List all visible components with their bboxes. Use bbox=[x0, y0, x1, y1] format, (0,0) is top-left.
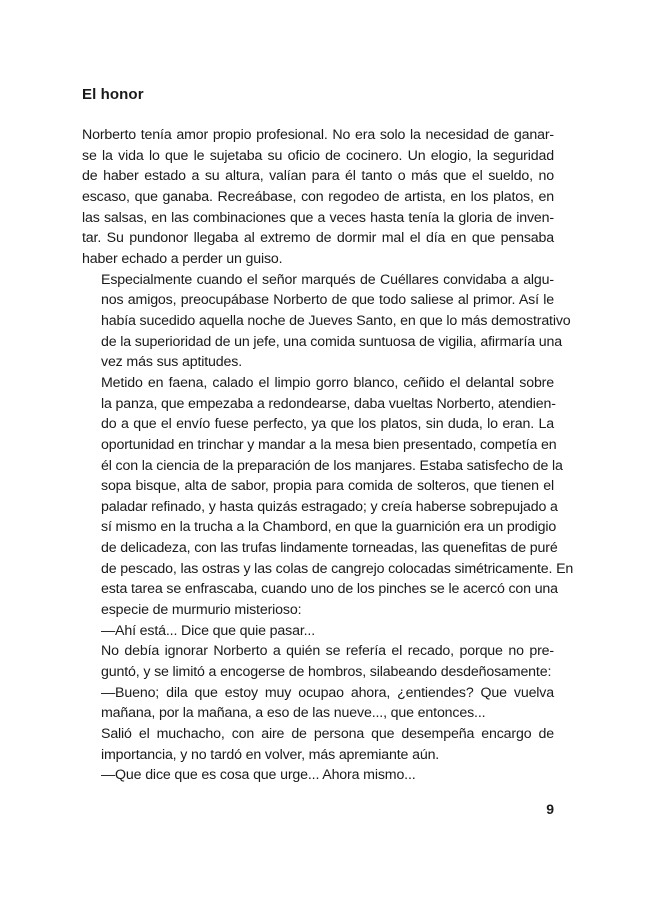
chapter-body bbox=[82, 125, 574, 786]
paragraph bbox=[82, 641, 554, 682]
chapter-title: El honor bbox=[82, 86, 144, 103]
text-line: sopa bisque, alta de sabor, propia para comida de solteros, que tienen el bbox=[101, 478, 554, 495]
text-line: de la superioridad de un jefe, una comida suntuosa de vigilia, afirmaría una bbox=[101, 333, 563, 350]
text-line: de delicadeza, con las trufas lindamente torneadas, las quenefitas de puré bbox=[101, 540, 558, 557]
page-number: 9 bbox=[546, 801, 554, 817]
text-line: Salió el muchacho, con aire de persona que desempeña encargo de bbox=[101, 726, 554, 743]
text-line: de pescado, las ostras y las colas de cangrejo colocadas simétricamente. En bbox=[101, 560, 574, 577]
text-line: paladar refinado, y hasta quizás estragado; y creía haberse sobrepujado a bbox=[101, 498, 558, 515]
book-page bbox=[82, 0, 574, 919]
text-line: sí mismo en la trucha a la Chambord, en que la guarnición era un prodigio bbox=[101, 519, 557, 536]
text-line: Especialmente cuando el señor marqués de Cuéllares convidaba a algu- bbox=[101, 271, 554, 288]
paragraph bbox=[82, 125, 554, 270]
text-line: —Que dice que es cosa que urge... Ahora mismo... bbox=[101, 767, 416, 784]
text-line: había sucedido aquella noche de Jueves Santo, en que lo más demostrativo bbox=[101, 312, 571, 329]
paragraph bbox=[82, 621, 554, 642]
text-line: oportunidad en trinchar y mandar a la mesa bien presentado, competía en bbox=[101, 436, 557, 453]
text-line: guntó, y se limitó a encogerse de hombros, silabeando desdeñosamente: bbox=[101, 664, 552, 681]
text-line: nos amigos, preocupábase Norberto de que todo saliese al primor. Así le bbox=[101, 292, 554, 309]
text-line: do a que el envío fuese perfecto, ya que los platos, sin duda, lo eran. La bbox=[101, 416, 554, 433]
paragraph bbox=[82, 765, 554, 786]
text-line: Norberto tenía amor propio profesional. No era solo la necesidad de ganar- bbox=[82, 127, 554, 143]
paragraph bbox=[82, 373, 574, 621]
text-line: haber echado a perder un guiso. bbox=[82, 250, 283, 267]
text-line: de haber estado a su altura, valían para él tanto o más que el sueldo, no bbox=[82, 168, 554, 185]
text-line: esta tarea se enfrascaba, cuando uno de los pinches se le acercó con una bbox=[101, 581, 558, 598]
text-line: —Ahí está... Dice que quie pasar... bbox=[101, 622, 315, 639]
text-line: tar. Su pundonor llegaba al extremo de dormir mal el día en que pensaba bbox=[82, 230, 554, 247]
paragraph bbox=[82, 724, 554, 765]
text-line: las salsas, en las combinaciones que a veces hasta tenía la gloria de inven- bbox=[82, 209, 554, 226]
text-line: Metido en faena, calado el limpio gorro blanco, ceñido el delantal sobre bbox=[101, 374, 554, 391]
text-line: se la vida lo que le sujetaba su oficio de cocinero. Un elogio, la seguridad bbox=[82, 147, 554, 164]
text-line: especie de murmurio misterioso: bbox=[101, 602, 302, 619]
text-line: él con la ciencia de la preparación de los manjares. Estaba satisfecho de la bbox=[101, 457, 563, 474]
text-line: No debía ignorar Norberto a quién se refería el recado, porque no pre- bbox=[101, 643, 554, 660]
text-line: mañana, por la mañana, a eso de las nueve..., que entonces... bbox=[101, 705, 486, 722]
text-line: la panza, que empezaba a redondearse, daba vueltas Norberto, atendien- bbox=[101, 395, 556, 412]
text-line: importancia, y no tardó en volver, más apremiante aún. bbox=[101, 746, 440, 763]
text-line: —Bueno; dila que estoy muy ocupao ahora, ¿entiendes? Que vuelva bbox=[101, 684, 554, 701]
paragraph bbox=[82, 270, 571, 373]
text-line: escaso, que ganaba. Recreábase, con regodeo de artista, en los platos, en bbox=[82, 188, 554, 205]
text-line: vez más sus aptitudes. bbox=[101, 354, 243, 371]
paragraph bbox=[82, 683, 554, 724]
